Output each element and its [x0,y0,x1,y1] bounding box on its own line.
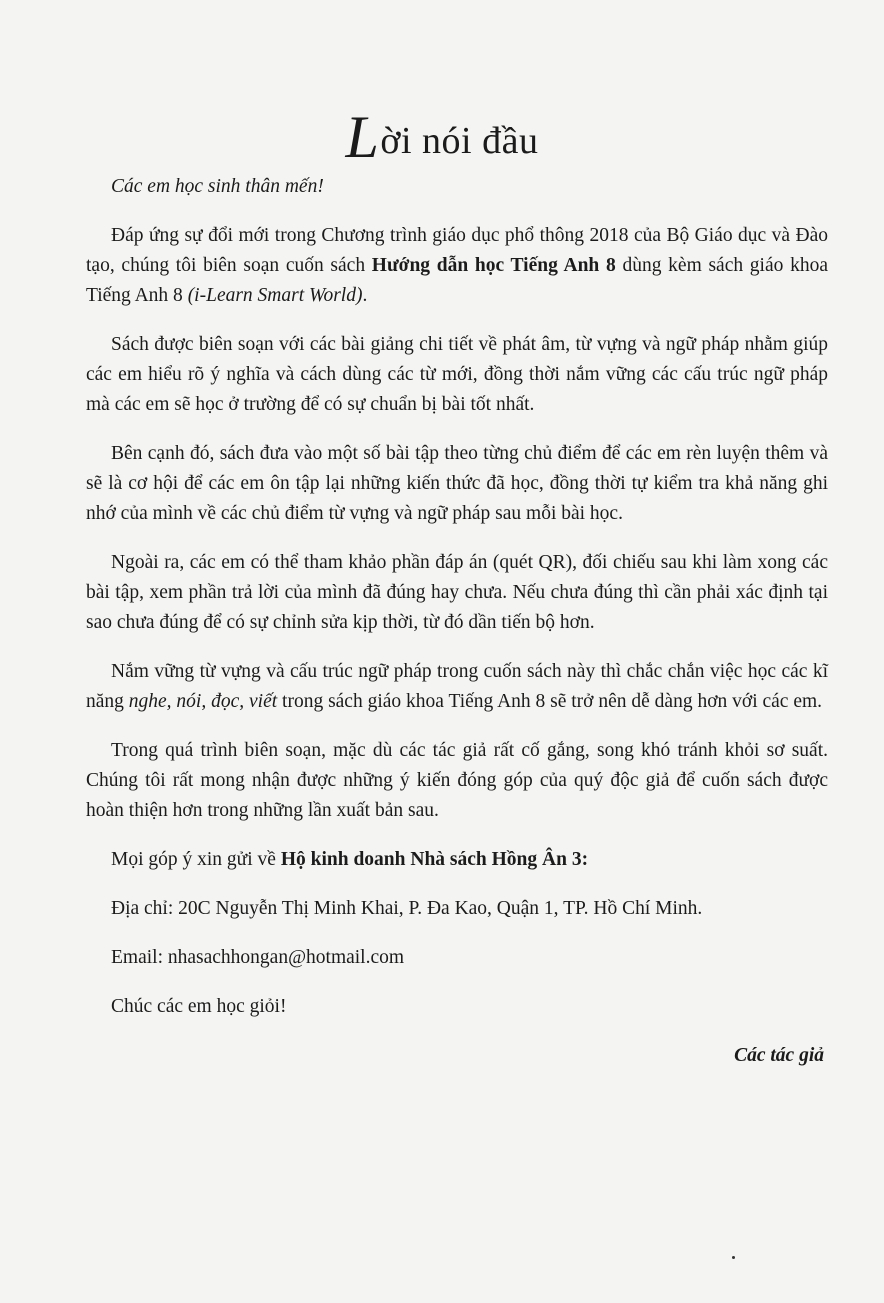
signature: Các tác giả [734,1045,824,1066]
p1-text-c: . [362,285,368,306]
paragraph-5 [86,657,828,717]
paragraph-4: Ngoài ra, các em có thể tham khảo phần đáp án (quét QR), đối chiếu sau khi làm xong các bài tập, xem phần trả lời của mình đã đúng hay chưa. Nếu chưa đúng thì cần phải xác định tại sao chưa đúng để có sự chỉnh sửa kịp thời, từ đó dần tiến bộ hơn. [86,552,828,633]
title-rest: ời nói đầu [380,120,539,162]
contact-lead [86,845,828,875]
title-initial: L [345,104,380,170]
paragraph-3: Bên cạnh đó, sách đưa vào một số bài tập theo từng chủ điểm để các em rèn luyện thêm và sẽ là cơ hội để các em ôn tập lại những kiến thức đã học, đồng thời tự kiểm tra khả năng ghi nhớ của mình về các chủ điểm từ vựng và ngữ pháp sau mỗi bài học. [86,443,828,524]
page-mark [732,1256,735,1259]
closing-line: Chúc các em học giỏi! [111,996,287,1017]
p1-text-b: dùng kèm sách giáo khoa Tiếng Anh 8 [86,255,828,306]
greeting: Các em học sinh thân mến! [111,176,324,197]
skills-list: nghe, nói, đọc, viết [128,691,278,712]
body-text [86,172,828,1071]
p5-text-b: trong sách giáo khoa Tiếng Anh 8 sẽ trở nên dễ dàng hơn với các em. [277,691,823,712]
page-title [0,104,884,170]
p1-text-a: Đáp ứng sự đổi mới trong Chương trình giáo dục phổ thông 2018 của Bộ Giáo dục và Đào tạo, chúng tôi biên soạn cuốn sách [86,225,828,276]
series-name: (i-Learn Smart World) [187,285,363,306]
paragraph-6: Trong quá trình biên soạn, mặc dù các tác giả rất cố gắng, song khó tránh khỏi sơ suất. Chúng tôi rất mong nhận được những ý kiến đóng góp của quý độc giả để cuốn sách được hoàn thiện hơn trong những lần xuất bản sau. [86,740,828,821]
paragraph-2: Sách được biên soạn với các bài giảng chi tiết về phát âm, từ vựng và ngữ pháp nhằm giúp các em hiểu rõ ý nghĩa và cách dùng các từ mới, đồng thời nắm vững các cấu trúc ngữ pháp mà các em sẽ học ở trường để có sự chuẩn bị bài tốt nhất. [86,334,828,415]
contact-address: Địa chỉ: 20C Nguyễn Thị Minh Khai, P. Đa Kao, Quận 1, TP. Hồ Chí Minh. [111,898,703,919]
contact-org: Hộ kinh doanh Nhà sách Hồng Ân 3: [280,849,589,870]
book-title: Hướng dẫn học Tiếng Anh 8 [371,255,616,276]
p5-text-a: Nắm vững từ vựng và cấu trúc ngữ pháp trong cuốn sách này thì chắc chắn việc học các kĩ năng [86,661,828,712]
contact-lead-text: Mọi góp ý xin gửi về [111,849,281,870]
paragraph-1 [86,221,828,311]
contact-email: Email: nhasachhongan@hotmail.com [111,947,405,968]
